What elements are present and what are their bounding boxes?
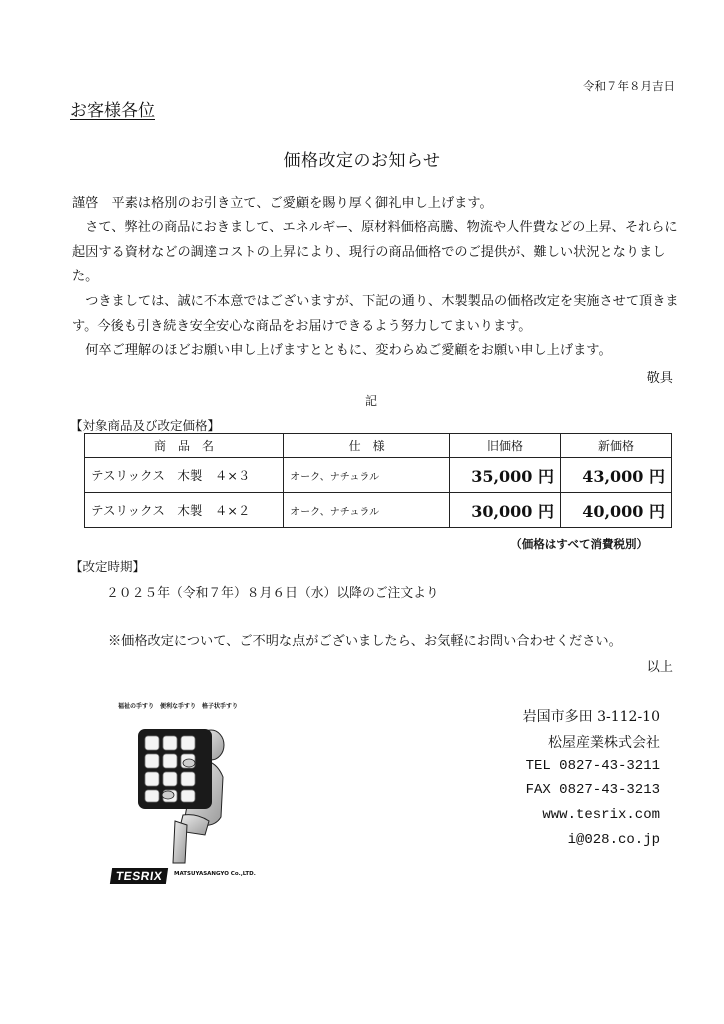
request-paragraph: 何卒ご理解のほどお願い申し上げますとともに、変わらぬご愛顧をお願い申し上げます。 (85, 343, 612, 358)
logo-tagline: 福祉の手すり 便利な手すり 格子状手すり (118, 703, 239, 710)
schedule-heading: 【改定時期】 (70, 559, 146, 574)
company-tel: TEL 0827-43-3211 (525, 758, 660, 774)
closing-word: 敬具 (646, 371, 673, 386)
products-heading: 【対象商品及び改定価格】 (70, 418, 221, 433)
company-fax: FAX 0827-43-3213 (525, 782, 660, 798)
tesrix-logo: TESRIX (110, 868, 169, 884)
notice-paragraph: つきましては、誠に不本意ではございますが、下記の通り、木製製品の価格改定を実施させて頂きます。今後も引き続き安全安心な商品をお届けできるよう努力してまいります。 (72, 294, 679, 334)
price-table (84, 433, 672, 528)
table-row (85, 493, 672, 528)
column-header-old-price: 旧価格 (450, 434, 561, 458)
reason-paragraph: さて、弊社の商品におきまして、エネルギー、原材料価格高騰、物流や人件費などの上昇、それらに起因する資材などの調達コストの上昇により、現行の商品価格でのご提供が、難しい状況となりました。 (72, 220, 678, 284)
greeting-paragraph: 謹啓 平素は格別のお引き立て、ご愛顧を賜り厚く御礼申し上げます。 (72, 196, 493, 211)
page-title: 価格改定のお知らせ (283, 151, 441, 171)
company-address: 岩国市多田 3-112-10 (522, 709, 660, 725)
new-price: 40,000 円 (561, 493, 672, 528)
old-price: 30,000 円 (450, 493, 561, 528)
product-name: テスリックス 木製 ４×２ (85, 493, 284, 528)
product-name: テスリックス 木製 ４×３ (85, 458, 284, 493)
new-price: 43,000 円 (561, 458, 672, 493)
product-spec: オーク、ナチュラル (284, 493, 450, 528)
ki-marker: 記 (364, 394, 377, 408)
inquiry-note: ※価格改定について、ご不明な点がございましたら、お気軽にお問い合わせください。 (108, 634, 622, 649)
column-header-name: 商 品 名 (85, 434, 284, 458)
table-row (85, 458, 672, 493)
old-price: 35,000 円 (450, 458, 561, 493)
company-name: 松屋産業株式会社 (548, 735, 660, 751)
end-marker: 以上 (646, 660, 673, 675)
column-header-spec: 仕 様 (284, 434, 450, 458)
company-website: www.tesrix.com (542, 807, 660, 823)
table-header-row (85, 434, 672, 458)
product-spec: オーク、ナチュラル (284, 458, 450, 493)
tax-note: （価格はすべて消費税別） (510, 537, 648, 551)
column-header-new-price: 新価格 (561, 434, 672, 458)
handrail-person-illustration (135, 717, 235, 867)
recipient: お客様各位 (70, 101, 155, 121)
logo-company-name: MATSUYASANGYO Co.,LTD. (174, 871, 256, 877)
effective-date: ２０２５年（令和７年）８月６日（水）以降のご注文より (106, 586, 439, 601)
company-email: i@028.co.jp (567, 832, 660, 848)
letter-date: 令和７年８月吉日 (583, 79, 675, 93)
